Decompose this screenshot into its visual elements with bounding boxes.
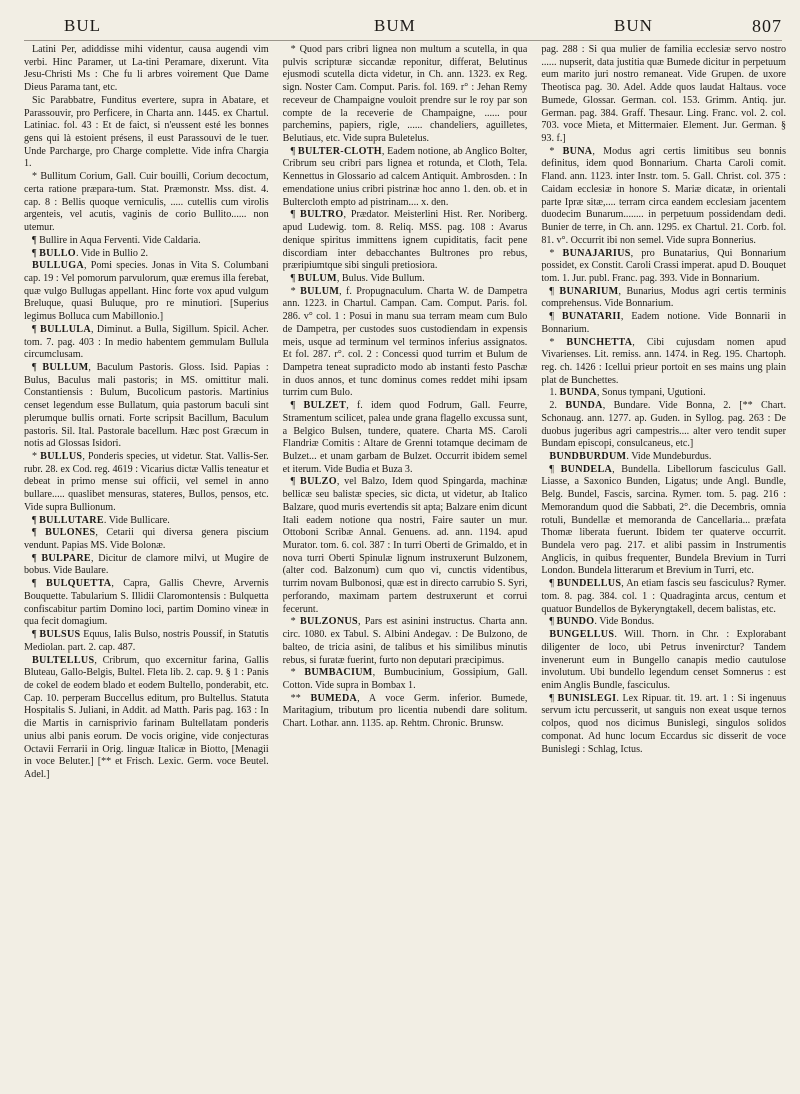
dictionary-entry: pag. 288 : Si qua mulier de familia ecclesiæ servo nostro ...... nupserit, data justitia quæ Bumede dicitur in perpetuum eum marito juri nostro remaneat. Vide Grupen. de uxore Theotisca pag. 30. Adel. Adde quos laudat Haltaus. voce Bumede, Glossar. German. col. 153. Grimm. Antiq. jur. German. pag. 384. Graff. Thesaur. Ling. Franc. vol. 2. col. 703. voce Mieta, et Mittermaier. Element. Jur. German. § 93. f.]: [541, 44, 787, 145]
page-number: 807: [752, 16, 782, 36]
dictionary-entry: ¶ BULTRO, Prædator. Meisterlini Hist. Rer. Noriberg. apud Ludewig. tom. 8. Reliq. MSS. pag. 108 : Avarus denique spiritus immittens ignem cupiditatis, facit pene discordiam inter debacchantes Bultrones pro rebus, præripiumtque sibi singuli pretiosiora.: [282, 209, 528, 272]
dictionary-entry: ¶ BULLUTARE. Vide Bullicare.: [32, 514, 170, 526]
dictionary-entry: ¶ BULZO, vel Balzo, Idem quod Spingarda, machinæ bellicæ seu balistæ species, sic dicta, ut videtur, ab Italico Balzare, quod muris evertendis sit apta; Balzare enim dicunt Itali eadem notione qua nostri, Faire sauter un mur. Ottoboni Scribæ Annal. Genuens. ad. ann. 1194. apud Murator. tom. 6. col. 387 : In turri Oberti de Grimaldo, et in nova turri Oberti Spinulæ lignum instruxerunt Bulzonem, (alter cod. Balzonum) cum quo vi, cunctis videntibus, turrim novam Bulbonosi, quæ est in directo carrubio S. Syri, perforando, maximam partem destruxerunt et corrui fecerunt.: [282, 476, 528, 615]
dictionary-entry: * BULLUS, Ponderis species, ut videtur. Stat. Vallis-Ser. rubr. 28. ex Cod. reg. 4619 : Vicarius dictæ Vallis teneatur et debeat in primo mense sui officii, vel semel in anno bullare..... quaslibet mensuras, stateres, Bullos, pensos, etc. Vide supra Bullionum.: [24, 451, 269, 513]
running-head-left: BUL: [64, 16, 101, 35]
dictionary-entry: ¶ BULLULA, Diminut. a Bulla, Sigillum. Spicil. Acher. tom. 7. pag. 403 : In medio habentem gemmulam Bullula circumclusam.: [24, 323, 269, 361]
dictionary-entry: ¶ BUNATARII, Eadem notione. Vide Bonnarii in Bonnarium.: [541, 311, 787, 335]
dictionary-entry: 2. BUNDA, Bundare. Vide Bonna, 2. [** Chart. Schonaug. ann. 1277. ap. Guden. in Syllog. pag. 263 : De duobus jugeribus agri campestris.... alter vero tendit super Bundam episcopi, consulcaneus, etc.]: [541, 400, 787, 450]
dictionary-entry: * BUNAJARIUS, pro Bunatarius, Qui Bonnarium possidet, ex Constit. Caroli Crassi imperat. apud D. Bouquet tom. 1. Jur. publ. Franc. pag. 393. Vide in Bonnarium.: [541, 247, 787, 284]
column-left: [24, 44, 269, 1084]
running-head-center: BUM: [374, 16, 416, 35]
dictionary-entry: * Quod pars cribri lignea non multum a scutella, in qua pulvis scripturæ siccandæ reponitur, differat, Belutinus ejusmodi scutella dicta videtur, in Ch. ann. 1323. ex Reg. sign. Noster Cam. Comput. Paris. fol. 169. r° : Jehan Remy receveur de Champaigne vouloit prendre sur le roy par son compte de la receverie de Champaigne, ...... pour parchemins, papiers, rigle, ...... chandeliers, aguilletes, Belutiaus, etc. Vide supra Buletelus.: [282, 44, 528, 145]
dictionary-entry: BULTELLUS, Cribrum, quo excernitur farina, Gallis Bluteau, Gallo-Belgis, Bultel. Fleta lib. 2. cap. 9. § 1 : Panis de cokel de eodem blado et eodem Bultello, ponderabit, etc. Cap. 10. perperam Buccellus editum, pro Bultellus. Statuta Hospitalis S. Juliani, in Addit. ad Matth. Paris pag. 163 : In die Martis in carnisprivio farinam Bultellatam ponderis unius albi panis eorum. De vocis origine, vide conjecturas Octavii Ferrarii in Orig. linguæ Italicæ in Biotto, [Menagii in voce Beluter.] [** et Frisch. Lexic. Germ. voce Beutel. Adel.]: [24, 654, 269, 780]
column-right: [541, 44, 786, 1084]
dictionary-entry: BUNGELLUS. Will. Thorn. in Chr. : Explorabant diligenter de loco, ubi Petrus invenirctur? Tandem invenerunt eum in Bungello canapis medio cautulose involutum. Ubi bundello legendum censet Somnerus : est enim Anglis Bundle, fasciculus.: [541, 629, 787, 691]
dictionary-entry: * BUNCHETTA, Cibi cujusdam nomen apud Vivarienses. Lit. remiss. ann. 1474. in Reg. 195. Chartoph. reg. ch. 1426 : Icellui prieur portoit en ses mains ung plain plat de Bunchettes.: [541, 336, 787, 386]
dictionary-entry: * BULZONUS, Pars est asinini instructus. Charta ann. circ. 1080. ex Tabul. S. Albini Andegav. : De Bulzono, de balteo, de tricia asini, de talibus et his similibus minutis rebus, si furatæ fuerint, furto non deputari præcipimus.: [282, 616, 528, 666]
dictionary-entry: * BUNA, Modus agri certis limitibus seu bonnis definitus, idem quod Bonnarium. Charta Caroli comit. Fland. ann. 1123. inter Instr. tom. 5. Gall. Christ. col. 375 : Caidam ecclesiæ in honore S. Mariæ dicatæ, in orientali parte Ipræ sitæ,.... terram circa eandem ecclesiam jacentem duodecim Bunarum........ in perpetuum possidendam dedi. Bunier de terre, in Ch. ann. 1295. ex Chartul. 21. Corb. fol. 81. v°. Occurrit ibi non semel. Vide supra Bonnerius.: [541, 145, 787, 246]
dictionary-entry: ¶ BULONES, Cetarii qui diversa genera piscium vendunt. Papias MS. Vide Bolonæ.: [24, 527, 269, 552]
dictionary-entry: 1. BUNDA, Sonus tympani, Ugutioni.: [549, 387, 706, 399]
column-middle: [283, 44, 528, 1084]
dictionary-entry: ¶ BULLUM, Baculum Pastoris. Gloss. Isid. Papias : Bulus, Baculus mali pastoris; in MS. omittitur mali. Constantiensis : Bulum, Bucolicum pastoris. Martinius censet legendum esse Bullatum, quia pastorum baculi sint plerumque bullis ornati. Forte scripsit Bacillum, Baculum pastoris. Sil. Ital. Pastorale bacellum. Hæc post Græcum in notis ad Glossas Isidori.: [24, 361, 269, 450]
dictionary-entry: ¶ BULTER-CLOTH, Eadem notione, ab Anglico Bolter, Cribrum seu cribri pars lignea et rotunda, et Cloth, Tela. Kennettus in Glossario ad calcem Antiquit. Ambrosden. : In emendatione unius cribri pistrinæ hoc anno 1. den. ob. et in Bultercloth empto ad pistrinam.... x. den.: [282, 145, 528, 208]
dictionary-entry: Latini Per, adiddisse mihi videntur, causa augendi vim verbi. Hinc Paramer, ut La-tini Peramare, dixerunt. Vita Jesu-Christi Ms : Che fu li arbres voirement Que Dame Dieus Parama tant, etc.: [24, 44, 269, 94]
running-head-right: BUN: [614, 16, 653, 35]
dictionary-entry: ** BUMEDA, A voce Germ. inferior. Bumede, Maritagium, tributum pro licentia nubendi dare solitum. Chart. Lothar. ann. 1135. ap. Rehtm. Chronic. Brunsw.: [282, 692, 528, 730]
dictionary-entry: ¶ BUNISLEGI. Lex Ripuar. tit. 19. art. 1 : Si ingenuus servum ictu percusserit, ut sanguis non exeat usque ternos colpos, quod nos dicimus Bunislegi, singulos solidos componat. Ad hunc locum Eccardus sic disserit de voce Bunislegi : Schlag, Ictus.: [541, 692, 787, 755]
dictionary-entry: BUNDBURDUM. Vide Mundeburdus.: [549, 451, 712, 462]
dictionary-entry: Sic Parabbatre, Funditus evertere, supra in Abatare, et Parassouvir, pro Perficere, in Charta ann. 1445. ex Chartul. Latiniac. fol. 43 : Et de faict, si n'eussent esté les bonnes gens qui là estoient présens, il eust Parassouvi de le tuer. Unde Parcharge, pro Charge complette. Vide infra Chargia 1.: [24, 94, 269, 170]
dictionary-entry: ¶ BULLO. Vide in Bullio 2.: [32, 247, 149, 259]
dictionary-entry: ¶ Bullire in Aqua Ferventi. Vide Caldaria.: [32, 234, 201, 246]
page-header: [24, 14, 782, 41]
dictionary-entry: ¶ BULSUS Equus, Ialis Bulso, nostris Poussif, in Statutis Mediolan. part. 2. cap. 487.: [24, 629, 269, 653]
dictionary-entry: * BUMBACIUM, Bumbucinium, Gossipium, Gall. Cotton. Vide supra in Bombax 1.: [282, 667, 528, 691]
dictionary-entry: ¶ BULPARE, Dicitur de clamore milvi, ut Mugire de bobus. Vide Baulare.: [24, 552, 269, 577]
dictionary-entry: BULLUGA, Pomi species. Jonas in Vita S. Columbani cap. 19 : Vel pomorum parvulorum, quæ eremus illa ferebat, quæ vulgo Bullugas appellant. Hinc forte vox apud vulgum Breluque, quasi Buluque, pro re minutiori. [Superius legimus Bolluca cum Mabillonio.]: [24, 260, 269, 323]
dictionary-entry: ¶ BUNARIUM, Bunarius, Modus agri certis terminis comprehensus. Vide Bonnarium.: [541, 285, 787, 310]
dictionary-entry: ¶ BULUM, Bulus. Vide Bullum.: [290, 272, 425, 284]
dictionary-entry: ¶ BUNDO. Vide Bondus.: [549, 616, 655, 628]
dictionary-entry: * BULUM, f. Propugnaculum. Charta W. de Dampetra ann. 1223. in Chartul. Campan. Cam. Comput. Paris. fol. 286. v° col. 1 : Posui in manu sua terram meam cum Bulo de Dampetra, per custodes suos custodiendam in expensis meis, usque ad terminum vel terminos inferius assignatos. Et fol. 287. r°. col. 2 : Concessi quod turrim et Bulum de Dampetra teneat supradicto modo ab instanti festo Paschæ in duos annos, et tunc dominus comes reddet mihi ipsam turrim cum Bulo.: [282, 285, 528, 399]
dictionary-entry: ¶ BULQUETTA, Capra, Gallis Chevre, Arvernis Bouquette. Tabularium S. Illidii Claromontensis : Bulquetta confiscabitur partim Domino loci, partim Domino vineæ in qua fecit domagium.: [24, 578, 269, 628]
dictionary-entry: * Bullitum Corium, Gall. Cuir bouilli, Corium decoctum, certa ratione præpara-tum. Stat. Præmonstr. Mss. dist. 4. cap. 8 : Bellis quoque verniculis, ..... cutellis cum virolis argenteis, vel acutis, vaginis de corio Bullito...... non utemur.: [24, 171, 269, 234]
dictionary-columns: [24, 44, 786, 1084]
dictionary-entry: ¶ BUNDELA, Bundella. Libellorum fasciculus Gall. Liasse, a Saxonico Bunden, Ligatus; unde Angl. Bundle, Belg. Bundel, Fascis, sarcina. Rymer. tom. 5. pag. 216 : Memorandum quod die Sabbati, 2°. die Decembris, omnia rotuli, Bundellæ et memoranda de Cancellaria... præfata Thomæ liberata fuerunt. Ibidem ter quaterve occurrit. Bundela vero pag. 217. et alibi passim in Instrumentis Anglicis, in quibus frequenter, Bundela Brevium in Turri London. Bundela litterarum et Brevium in Turri, etc.: [541, 463, 787, 577]
dictionary-entry: ¶ BULZET, f. idem quod Fodrum, Gall. Feurre, Stramentum scilicet, palea unde grana flagello excussa sunt, a Belgico Bulsen, tundere, quatere. Charta MS. Caroli Flandriæ Comitis : Altare de Grenni totamque decimam de Bulzet... et unam garbam de Bulzet. Occurrit ibidem semel et iterum. Vide Budia et Buza 3.: [282, 400, 528, 475]
dictionary-entry: ¶ BUNDELLUS, An etiam fascis seu fasciculus? Rymer. tom. 8. pag. 384. col. 1 : Quadraginta arcus, centum et quatuor Bundellos de Bykeryngtakell, decem balistas, etc.: [541, 578, 787, 615]
